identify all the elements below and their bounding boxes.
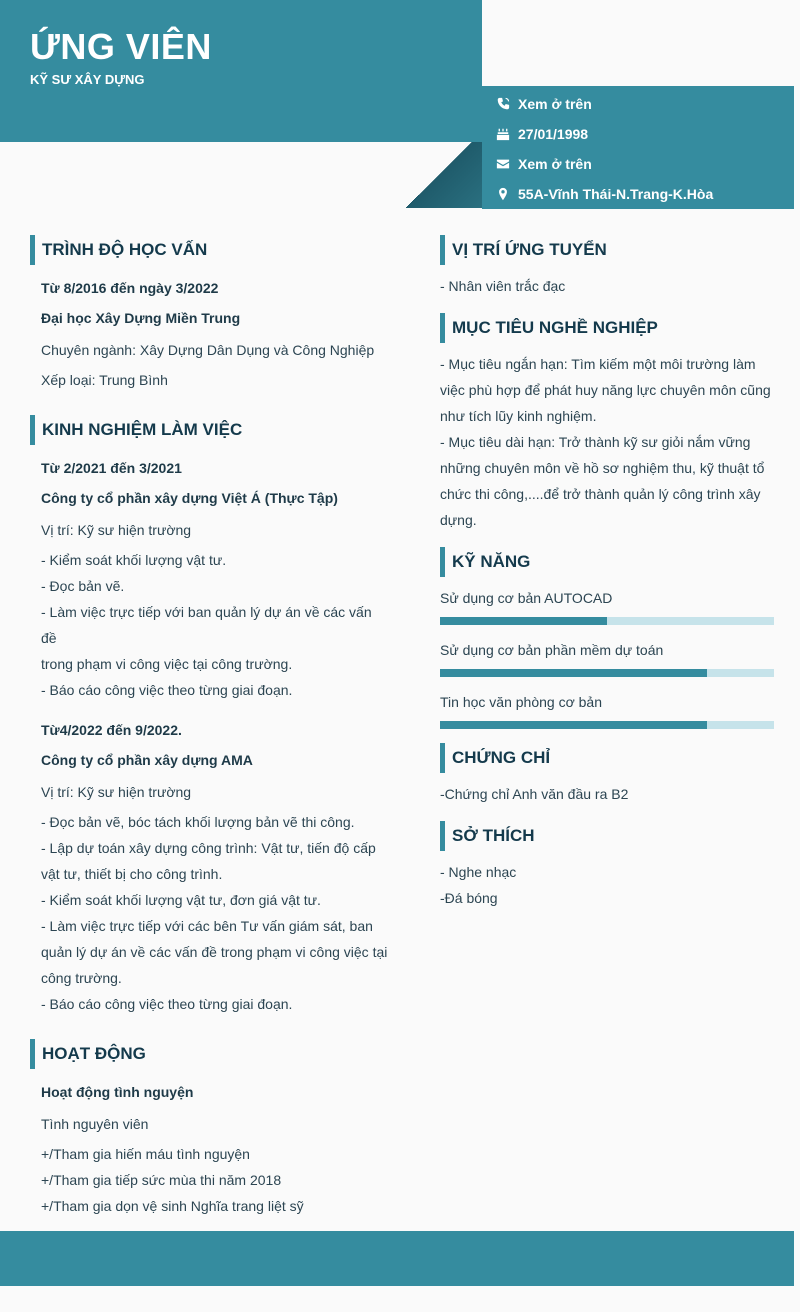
- activity-line: +/Tham gia tiếp sức mùa thi năm 2018: [41, 1172, 282, 1188]
- envelope-icon: [496, 157, 510, 171]
- job-position: Vị trí: Kỹ sư hiện trường: [41, 784, 192, 800]
- skills-list: [440, 585, 774, 729]
- job-duty: vật tư, thiết bị cho công trình.: [41, 866, 223, 882]
- contact-phone: [496, 94, 592, 114]
- ribbon-fold: [395, 142, 482, 208]
- objective-line: việc phù hợp để phát huy năng lực chuyên môn cũng: [440, 382, 771, 398]
- left-column: [30, 235, 390, 1219]
- phone-text: Xem ở trên: [518, 96, 592, 112]
- skill-bar-fill: [440, 617, 607, 625]
- job-position: Vị trí: Kỹ sư hiện trường: [41, 522, 192, 538]
- job-duty: quản lý dự án về các vấn đề trong phạm vi công việc tại: [41, 944, 388, 960]
- phone-icon: [496, 97, 510, 111]
- experience-entry: [30, 453, 390, 703]
- birthday-text: 27/01/1998: [518, 126, 589, 142]
- objective-line: như tích lũy kinh nghiệm.: [440, 408, 597, 424]
- map-pin-icon: [496, 187, 510, 201]
- right-column: [440, 235, 774, 911]
- job-duty: - Báo cáo công việc theo từng giai đoạn.: [41, 682, 293, 698]
- contact-email: [496, 154, 592, 174]
- section-title: CHỨNG CHỈ: [440, 743, 774, 773]
- job-duty: - Kiểm soát khối lượng vật tư, đơn giá vật tư.: [41, 892, 321, 908]
- objective-line: dựng.: [440, 512, 477, 528]
- email-text: Xem ở trên: [518, 156, 592, 172]
- company-name: Công ty cổ phần xây dựng AMA: [41, 752, 253, 768]
- skill-bar-fill: [440, 721, 707, 729]
- job-duty: trong phạm vi công việc tại công trường.: [41, 656, 293, 672]
- skill-item: [440, 585, 774, 625]
- contact-address: [496, 184, 713, 204]
- position-section: [440, 235, 774, 299]
- footer-band: [0, 1231, 794, 1286]
- objective-section: [440, 313, 774, 533]
- header-band: [0, 0, 482, 142]
- company-name: Công ty cổ phần xây dựng Việt Á (Thực Tập): [41, 490, 338, 506]
- skill-bar-fill: [440, 669, 707, 677]
- objective-line: những chuyên môn về hồ sơ nghiệm thu, kỹ thuật tổ: [440, 460, 765, 476]
- education-major: Chuyên ngành: Xây Dựng Dân Dụng và Công Nghiệp: [41, 342, 375, 358]
- job-duty: - Kiểm soát khối lượng vật tư.: [41, 552, 227, 568]
- section-title: MỤC TIÊU NGHỀ NGHIỆP: [440, 313, 774, 343]
- job-title: KỸ SƯ XÂY DỰNG: [30, 72, 145, 87]
- contact-birthday: [496, 124, 588, 144]
- skill-item: [440, 637, 774, 677]
- section-title: KỸ NĂNG: [440, 547, 774, 577]
- education-grade: Xếp loại: Trung Bình: [41, 372, 168, 388]
- skill-item: [440, 689, 774, 729]
- job-duty: - Làm việc trực tiếp với các bên Tư vấn giám sát, ban: [41, 918, 373, 934]
- activity-line: +/Tham gia hiến máu tình nguyện: [41, 1146, 250, 1162]
- hobbies-section: [440, 821, 774, 911]
- skill-bar: [440, 669, 774, 677]
- job-duty: - Đọc bản vẽ.: [41, 578, 125, 594]
- activity-role: Tình nguyên viên: [41, 1116, 149, 1132]
- job-duty: - Đọc bản vẽ, bóc tách khối lượng bản vẽ thi công.: [41, 814, 355, 830]
- job-period: Từ 2/2021 đến 3/2021: [41, 460, 182, 476]
- hobby-item: - Nghe nhạc: [440, 864, 517, 880]
- education-entry: [30, 273, 390, 393]
- skills-section: [440, 547, 774, 729]
- skill-bar: [440, 721, 774, 729]
- skill-name: Sử dụng cơ bản phần mềm dự toán: [440, 642, 664, 658]
- candidate-name: ỨNG VIÊN: [30, 26, 212, 67]
- certificate-value: -Chứng chỉ Anh văn đầu ra B2: [440, 786, 629, 802]
- experience-entry: [30, 715, 390, 1017]
- objective-line: chức thi công,....để trở thành quản lý công trình xây: [440, 486, 761, 502]
- skill-name: Sử dụng cơ bản AUTOCAD: [440, 590, 613, 606]
- education-section: [30, 235, 390, 393]
- school-name: Đại học Xây Dựng Miền Trung: [41, 310, 241, 326]
- job-period: Từ4/2022 đến 9/2022.: [41, 722, 182, 738]
- certificates-section: [440, 743, 774, 807]
- objective-line: - Mục tiêu dài hạn: Trở thành kỹ sư giỏi nắm vững: [440, 434, 751, 450]
- address-text: 55A-Vĩnh Thái-N.Trang-K.Hòa: [518, 186, 714, 202]
- activity-entry: [30, 1077, 390, 1219]
- section-title: HOẠT ĐỘNG: [30, 1039, 390, 1069]
- objective-line: - Mục tiêu ngắn hạn: Tìm kiếm một môi trường làm: [440, 356, 756, 372]
- job-duty: - Lập dự toán xây dựng công trình: Vật tư, tiến độ cấp: [41, 840, 376, 856]
- activity-line: +/Tham gia dọn vệ sinh Nghĩa trang liệt sỹ: [41, 1198, 304, 1214]
- job-duty: - Báo cáo công việc theo từng giai đoạn.: [41, 996, 293, 1012]
- section-title: TRÌNH ĐỘ HỌC VẤN: [30, 235, 390, 265]
- experience-section: [30, 415, 390, 1017]
- skill-bar: [440, 617, 774, 625]
- section-title: KINH NGHIỆM LÀM VIỆC: [30, 415, 390, 445]
- section-title: VỊ TRÍ ỨNG TUYỂN: [440, 235, 774, 265]
- position-value: - Nhân viên trắc đạc: [440, 278, 566, 294]
- contact-panel: [482, 86, 794, 209]
- education-period: Từ 8/2016 đến ngày 3/2022: [41, 280, 219, 296]
- activity-name: Hoạt động tình nguyện: [41, 1084, 194, 1100]
- skill-name: Tin học văn phòng cơ bản: [440, 694, 602, 710]
- job-duty: công trường.: [41, 970, 122, 986]
- job-duty: - Làm việc trực tiếp với ban quản lý dự án về các vấn đề: [41, 604, 372, 646]
- hobby-item: -Đá bóng: [440, 890, 498, 906]
- activities-section: [30, 1039, 390, 1219]
- cake-icon: [496, 127, 510, 141]
- section-title: SỞ THÍCH: [440, 821, 774, 851]
